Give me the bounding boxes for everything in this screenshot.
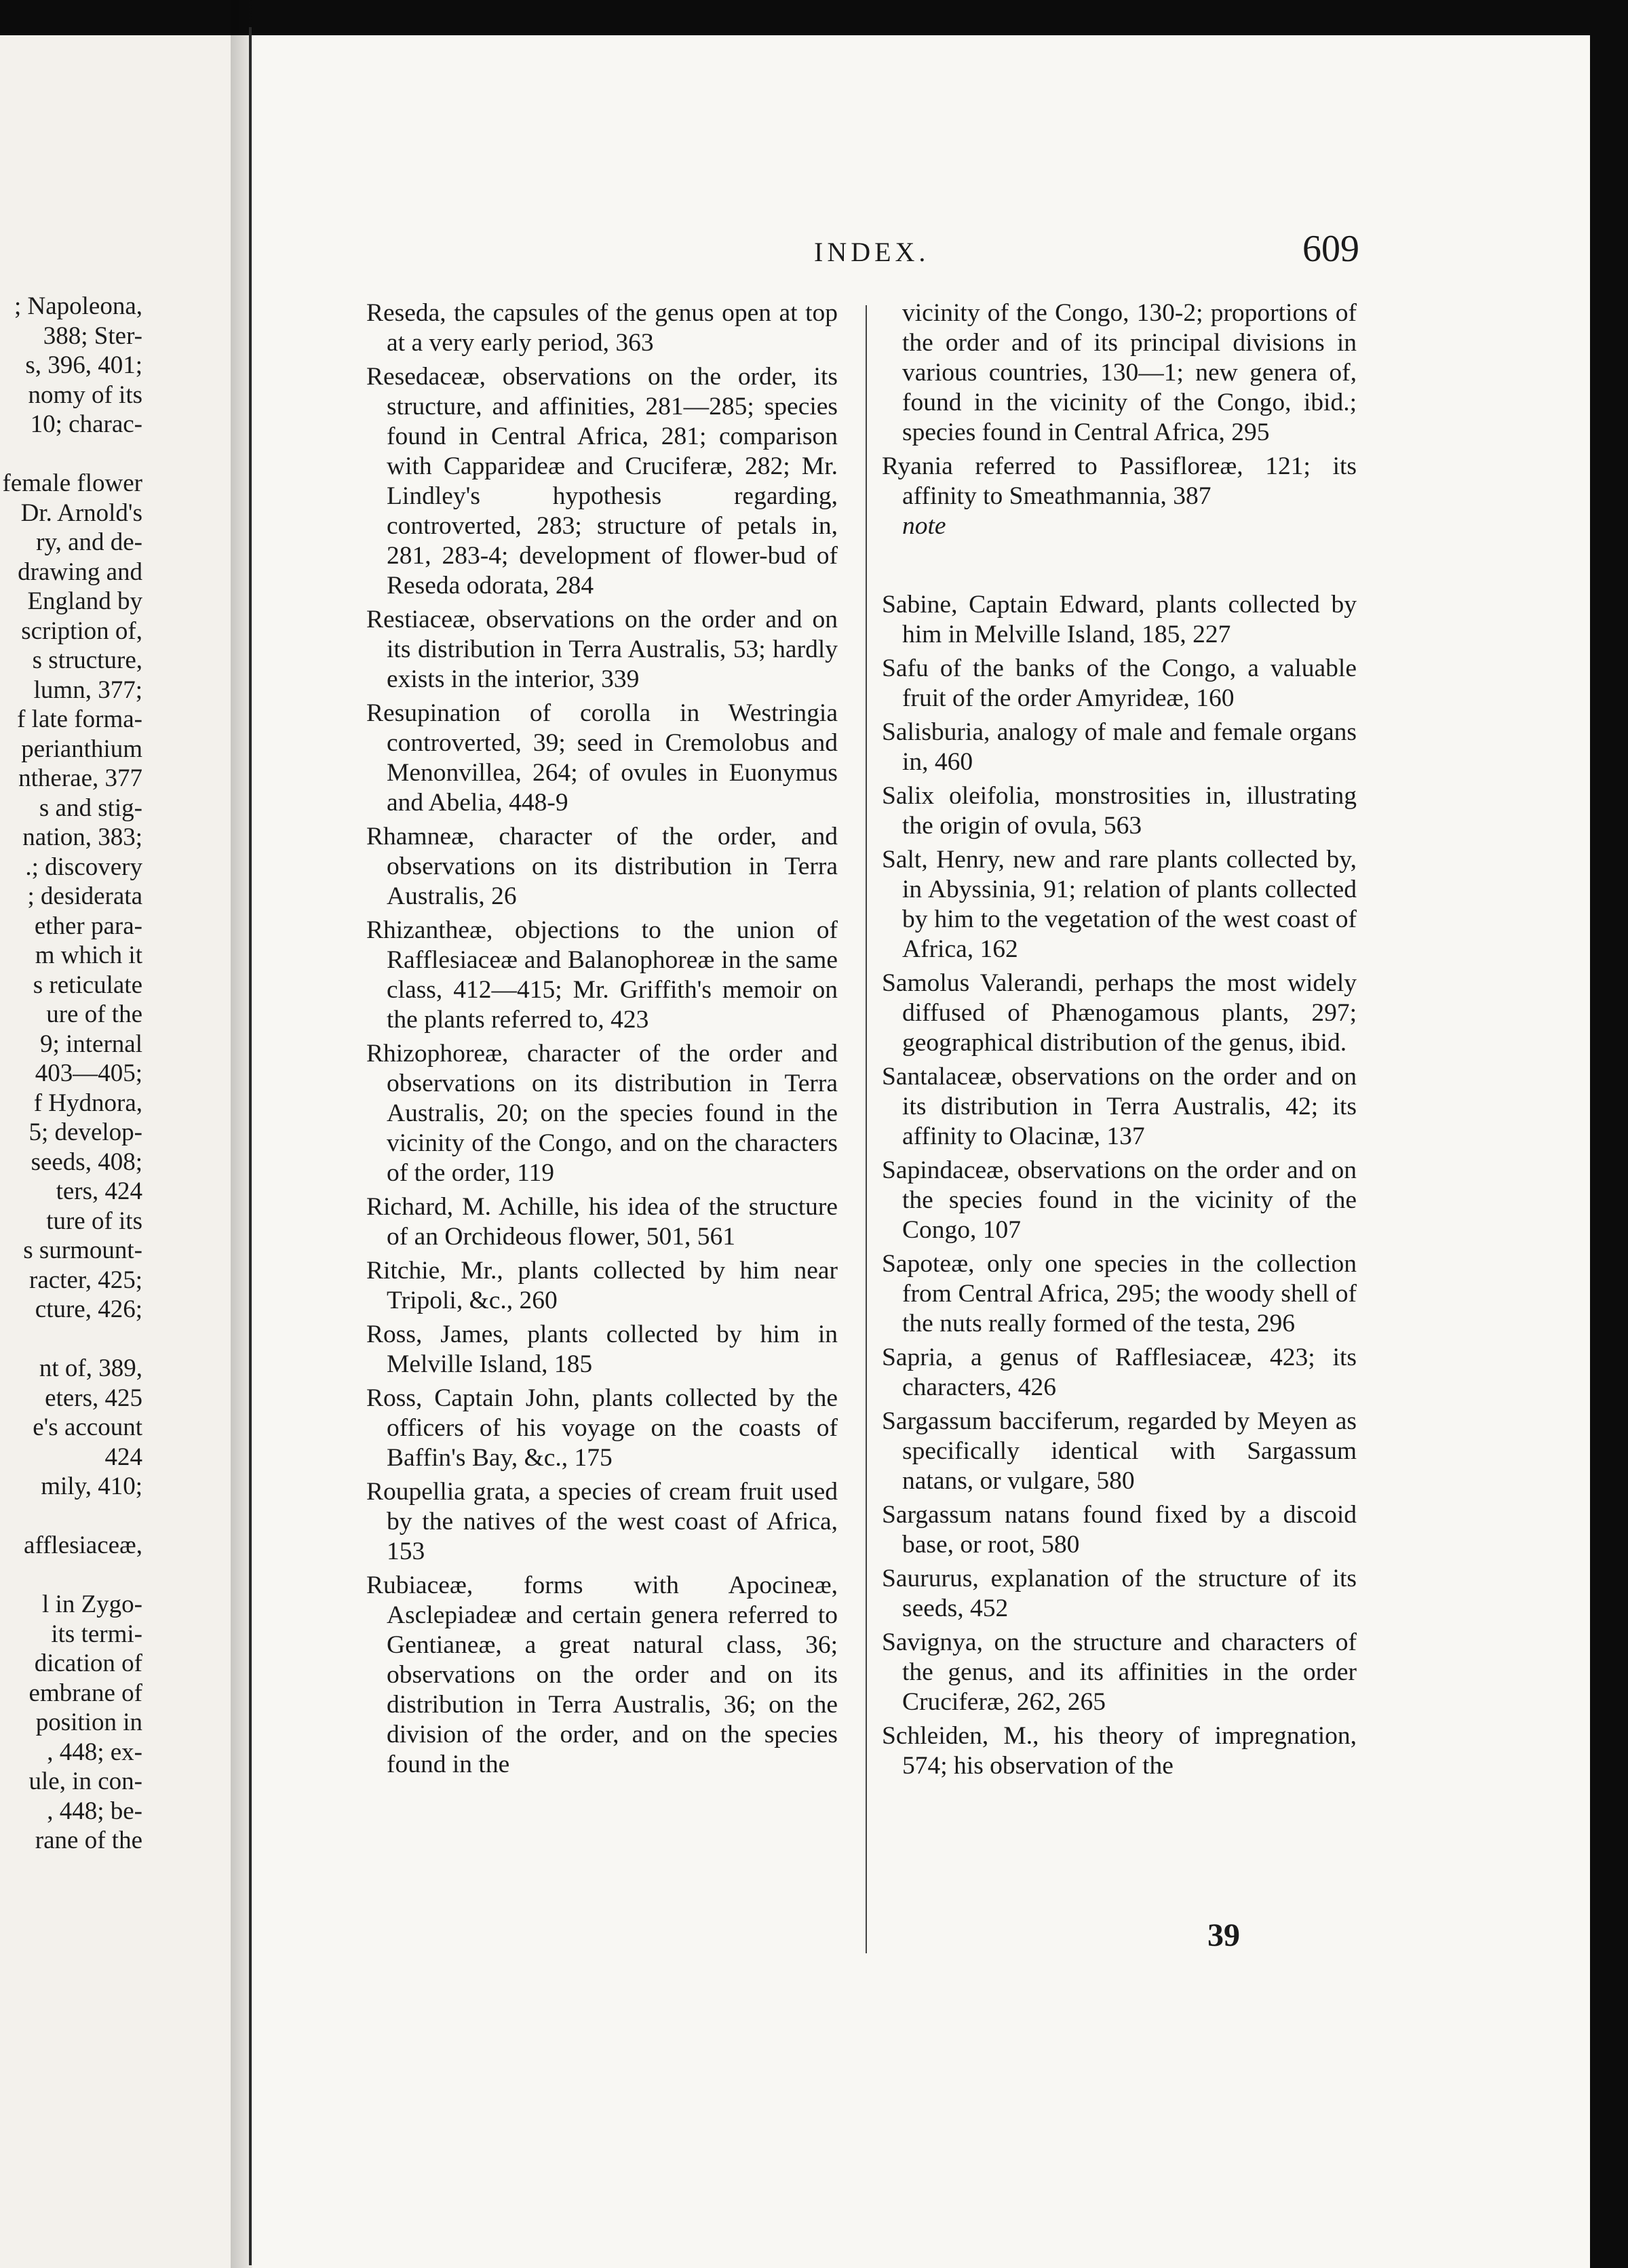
- fragment-line: lumn, 377;: [33, 676, 142, 704]
- index-entry: [882, 590, 1357, 650]
- fragment-line: [0, 1502, 142, 1531]
- gutter-line: [249, 27, 252, 2265]
- index-entry-text: Ritchie, Mr., plants collected by him near Tripoli, &c., 260: [366, 1257, 838, 1314]
- fragment-line: England by: [27, 587, 142, 615]
- index-entry: [882, 1721, 1357, 1781]
- index-entry-text: Rhizophoreæ, character of the order and observations on its distribution in Terra Australis, 20; on the species found in the vicinity of the Congo, and on the characters of the order, 119: [366, 1040, 838, 1187]
- fragment-line: Dr. Arnold's: [20, 498, 142, 527]
- index-entry: [366, 1477, 838, 1567]
- fragment-line: scription of,: [21, 617, 142, 645]
- index-column-right: [882, 298, 1357, 1785]
- fragment-line: nt of, 389,: [39, 1354, 142, 1382]
- index-entry-text: Rubiaceæ, forms with Apocineæ, Asclepiadeæ and certain genera referred to Gentianeæ, a great natural class, 36; observations on the order and on its distribution in Terra Australis, 36; on the division of the order, and on the species found in the: [366, 1571, 838, 1778]
- fragment-line: f late forma-: [17, 705, 142, 733]
- index-entry: [882, 1156, 1357, 1245]
- fragment-line: 9; internal: [39, 1030, 142, 1058]
- fragment-line: [0, 439, 142, 469]
- fragment-line: female flower: [2, 469, 142, 497]
- fragment-line: s surmount-: [23, 1236, 142, 1264]
- index-entry: [366, 916, 838, 1035]
- index-entry-text: Salt, Henry, new and rare plants collected by, in Abyssinia, 91; relation of plants collected by him to the vegetation of the west coast of Africa, 162: [882, 846, 1357, 963]
- index-entry-text: Ryania referred to Passifloreæ, 121; its affinity to Smeathmannia, 387: [882, 452, 1357, 510]
- fragment-line: 403—405;: [35, 1059, 142, 1087]
- fragment-line: [0, 1325, 142, 1354]
- fragment-line: seeds, 408;: [31, 1148, 142, 1176]
- index-entry: [882, 845, 1357, 964]
- index-entry: [366, 822, 838, 912]
- fragment-line: ry, and de-: [36, 528, 142, 556]
- index-entry-text: Resupination of corolla in Westringia controverted, 39; seed in Cremolobus and Menonvillea, 264; of ovules in Euonymus and Abelia, 448-9: [366, 699, 838, 817]
- fragment-line: f Hydnora,: [33, 1089, 142, 1117]
- fragment-line: 388; Ster-: [43, 321, 142, 350]
- index-entry-text: Rhamneæ, character of the order, and observations on its distribution in Terra Australis, 26: [366, 823, 838, 910]
- index-column-left: [366, 298, 838, 1784]
- signature-mark: 39: [1207, 1917, 1240, 1953]
- index-entry-text: Safu of the banks of the Congo, a valuable fruit of the order Amyrideæ, 160: [882, 654, 1357, 712]
- index-entry-text: Rhizantheæ, objections to the union of Rafflesiaceæ and Balanophoreæ in the same class, 412—415; Mr. Griffith's memoir on the plants referred to, 423: [366, 916, 838, 1034]
- fragment-line: ule, in con-: [28, 1767, 142, 1795]
- fragment-line: ure of the: [46, 1000, 142, 1028]
- fragment-line: 424: [104, 1443, 142, 1471]
- index-entry-continuation: vicinity of the Congo, 130-2; proportions of the order and of its principal divisions in various countries, 130—1; new genera of, found in the vicinity of the Congo, ibid.; species found in Central Africa, 295: [902, 299, 1357, 446]
- index-entry: [882, 969, 1357, 1058]
- index-entry: [366, 605, 838, 695]
- fragment-line: s and stig-: [39, 794, 142, 822]
- index-entry: [366, 362, 838, 601]
- index-entry-text: Sapindaceæ, observations on the order and on the species found in the vicinity of the Congo, 107: [882, 1156, 1357, 1244]
- index-entry: [882, 1628, 1357, 1717]
- fragment-line: e's account: [33, 1413, 142, 1441]
- fragment-line: mily, 410;: [41, 1472, 142, 1500]
- fragment-line: ; desiderata: [27, 882, 142, 910]
- fragment-line: afflesiaceæ,: [24, 1531, 142, 1559]
- index-entry-text: Salix oleifolia, monstrosities in, illustrating the origin of ovula, 563: [882, 782, 1357, 840]
- index-entry-text: Sargassum bacciferum, regarded by Meyen as specifically identical with Sargassum natans, or vulgare, 580: [882, 1407, 1357, 1495]
- fragment-line: ntherae, 377: [18, 764, 142, 792]
- index-entry: [882, 1062, 1357, 1152]
- index-entry: [882, 1343, 1357, 1403]
- index-entry: [366, 1320, 838, 1380]
- index-entry-text: Savignya, on the structure and characters of the genus, and its affinities in the order Cruciferæ, 262, 265: [882, 1628, 1357, 1716]
- fragment-line: position in: [35, 1708, 142, 1736]
- index-entry-text: Ross, Captain John, plants collected by the officers of his voyage on the coasts of Baffin's Bay, &c., 175: [366, 1384, 838, 1472]
- fragment-line: ture of its: [46, 1207, 142, 1235]
- index-entry-text: Santalaceæ, observations on the order and on its distribution in Terra Australis, 42; its affinity to Olacinæ, 137: [882, 1063, 1357, 1150]
- index-entry: [366, 298, 838, 358]
- fragment-line: m which it: [35, 941, 142, 969]
- index-entry-text: Samolus Valerandi, perhaps the most widely diffused of Phænogamous plants, 297; geographical distribution of the genus, ibid.: [882, 969, 1357, 1057]
- index-entry-text: Resedaceæ, observations on the order, its structure, and affinities, 281—285; species found in Central Africa, 281; comparison with Capparideæ and Cruciferæ, 282; Mr. Lindley's hypothesis regarding, controverted, 283; structure of petals in, 281, 283-4; development of flower-bud of Reseda odorata, 284: [366, 363, 838, 600]
- fragment-line: s reticulate: [33, 971, 142, 999]
- index-entry: [882, 1249, 1357, 1339]
- index-entry: [882, 781, 1357, 841]
- fragment-line: rane of the: [35, 1826, 142, 1854]
- index-entry: [366, 699, 838, 818]
- column-divider: [866, 305, 867, 1953]
- fragment-line: nation, 383;: [22, 823, 142, 851]
- index-entry-text: Saururus, explanation of the structure of its seeds, 452: [882, 1565, 1357, 1622]
- index-entry: [366, 1384, 838, 1473]
- index-entry: [882, 654, 1357, 713]
- index-entry-text: Reseda, the capsules of the genus open at top at a very early period, 363: [366, 299, 838, 357]
- fragment-line: s, 396, 401;: [25, 351, 142, 379]
- index-entry-text: Richard, M. Achille, his idea of the structure of an Orchideous flower, 501, 561: [366, 1193, 838, 1251]
- fragment-line: dication of: [34, 1649, 142, 1677]
- index-entry-text: Sabine, Captain Edward, plants collected by him in Melville Island, 185, 227: [882, 591, 1357, 648]
- fragment-line: eters, 425: [45, 1384, 142, 1412]
- fragment-line: , 448; be-: [47, 1797, 142, 1825]
- fragment-line: ters, 424: [56, 1177, 142, 1205]
- fragment-line: racter, 425;: [29, 1266, 142, 1294]
- fragment-line: l in Zygo-: [42, 1590, 142, 1618]
- index-entry-note: note: [902, 512, 946, 540]
- fragment-line: cture, 426;: [35, 1295, 142, 1323]
- fragment-line: [0, 1561, 142, 1590]
- index-entry-text: Ross, James, plants collected by him in Melville Island, 185: [366, 1321, 838, 1378]
- fragment-line: nomy of its: [28, 380, 142, 409]
- index-entry-text: Restiaceæ, observations on the order and on its distribution in Terra Australis, 53; hardly exists in the interior, 339: [366, 606, 838, 693]
- fragment-line: drawing and: [18, 558, 142, 586]
- index-entry: [882, 718, 1357, 777]
- fragment-line: , 448; ex-: [47, 1738, 142, 1766]
- index-entry: [366, 1256, 838, 1316]
- index-entry-text: Schleiden, M., his theory of impregnation, 574; his observation of the: [882, 1722, 1357, 1780]
- facing-page-fragment: [0, 292, 142, 1856]
- running-title: INDEX.: [814, 237, 930, 267]
- fragment-line: ; Napoleona,: [14, 292, 142, 320]
- fragment-line: s structure,: [32, 646, 142, 674]
- fragment-line: embrane of: [28, 1679, 142, 1707]
- fragment-line: its termi-: [51, 1620, 142, 1648]
- index-entry: [882, 452, 1357, 541]
- index-entry: [882, 1564, 1357, 1624]
- fragment-line: 5; develop-: [28, 1118, 142, 1146]
- index-entry-text: Salisburia, analogy of male and female organs in, 460: [882, 718, 1357, 776]
- index-entry: [366, 1571, 838, 1780]
- index-entry-text: Sapria, a genus of Rafflesiaceæ, 423; its characters, 426: [882, 1344, 1357, 1401]
- fragment-line: 10; charac-: [30, 410, 142, 438]
- index-entry-text: Sargassum natans found fixed by a discoid base, or root, 580: [882, 1501, 1357, 1559]
- index-entry-text: Roupellia grata, a species of cream fruit used by the natives of the west coast of Africa, 153: [366, 1478, 838, 1565]
- index-entry: [882, 1407, 1357, 1496]
- fragment-line: perianthium: [21, 735, 142, 763]
- scan-border-right: [1590, 0, 1628, 2268]
- page-number: 609: [1302, 228, 1359, 270]
- index-entry: [366, 1192, 838, 1252]
- index-entry: [366, 1039, 838, 1188]
- fragment-line: ether para-: [34, 912, 142, 940]
- index-entry-text: Sapoteæ, only one species in the collection from Central Africa, 295; the woody shell of the nuts really formed of the testa, 296: [882, 1250, 1357, 1337]
- fragment-line: .; discovery: [25, 853, 142, 881]
- index-entry: [882, 1500, 1357, 1560]
